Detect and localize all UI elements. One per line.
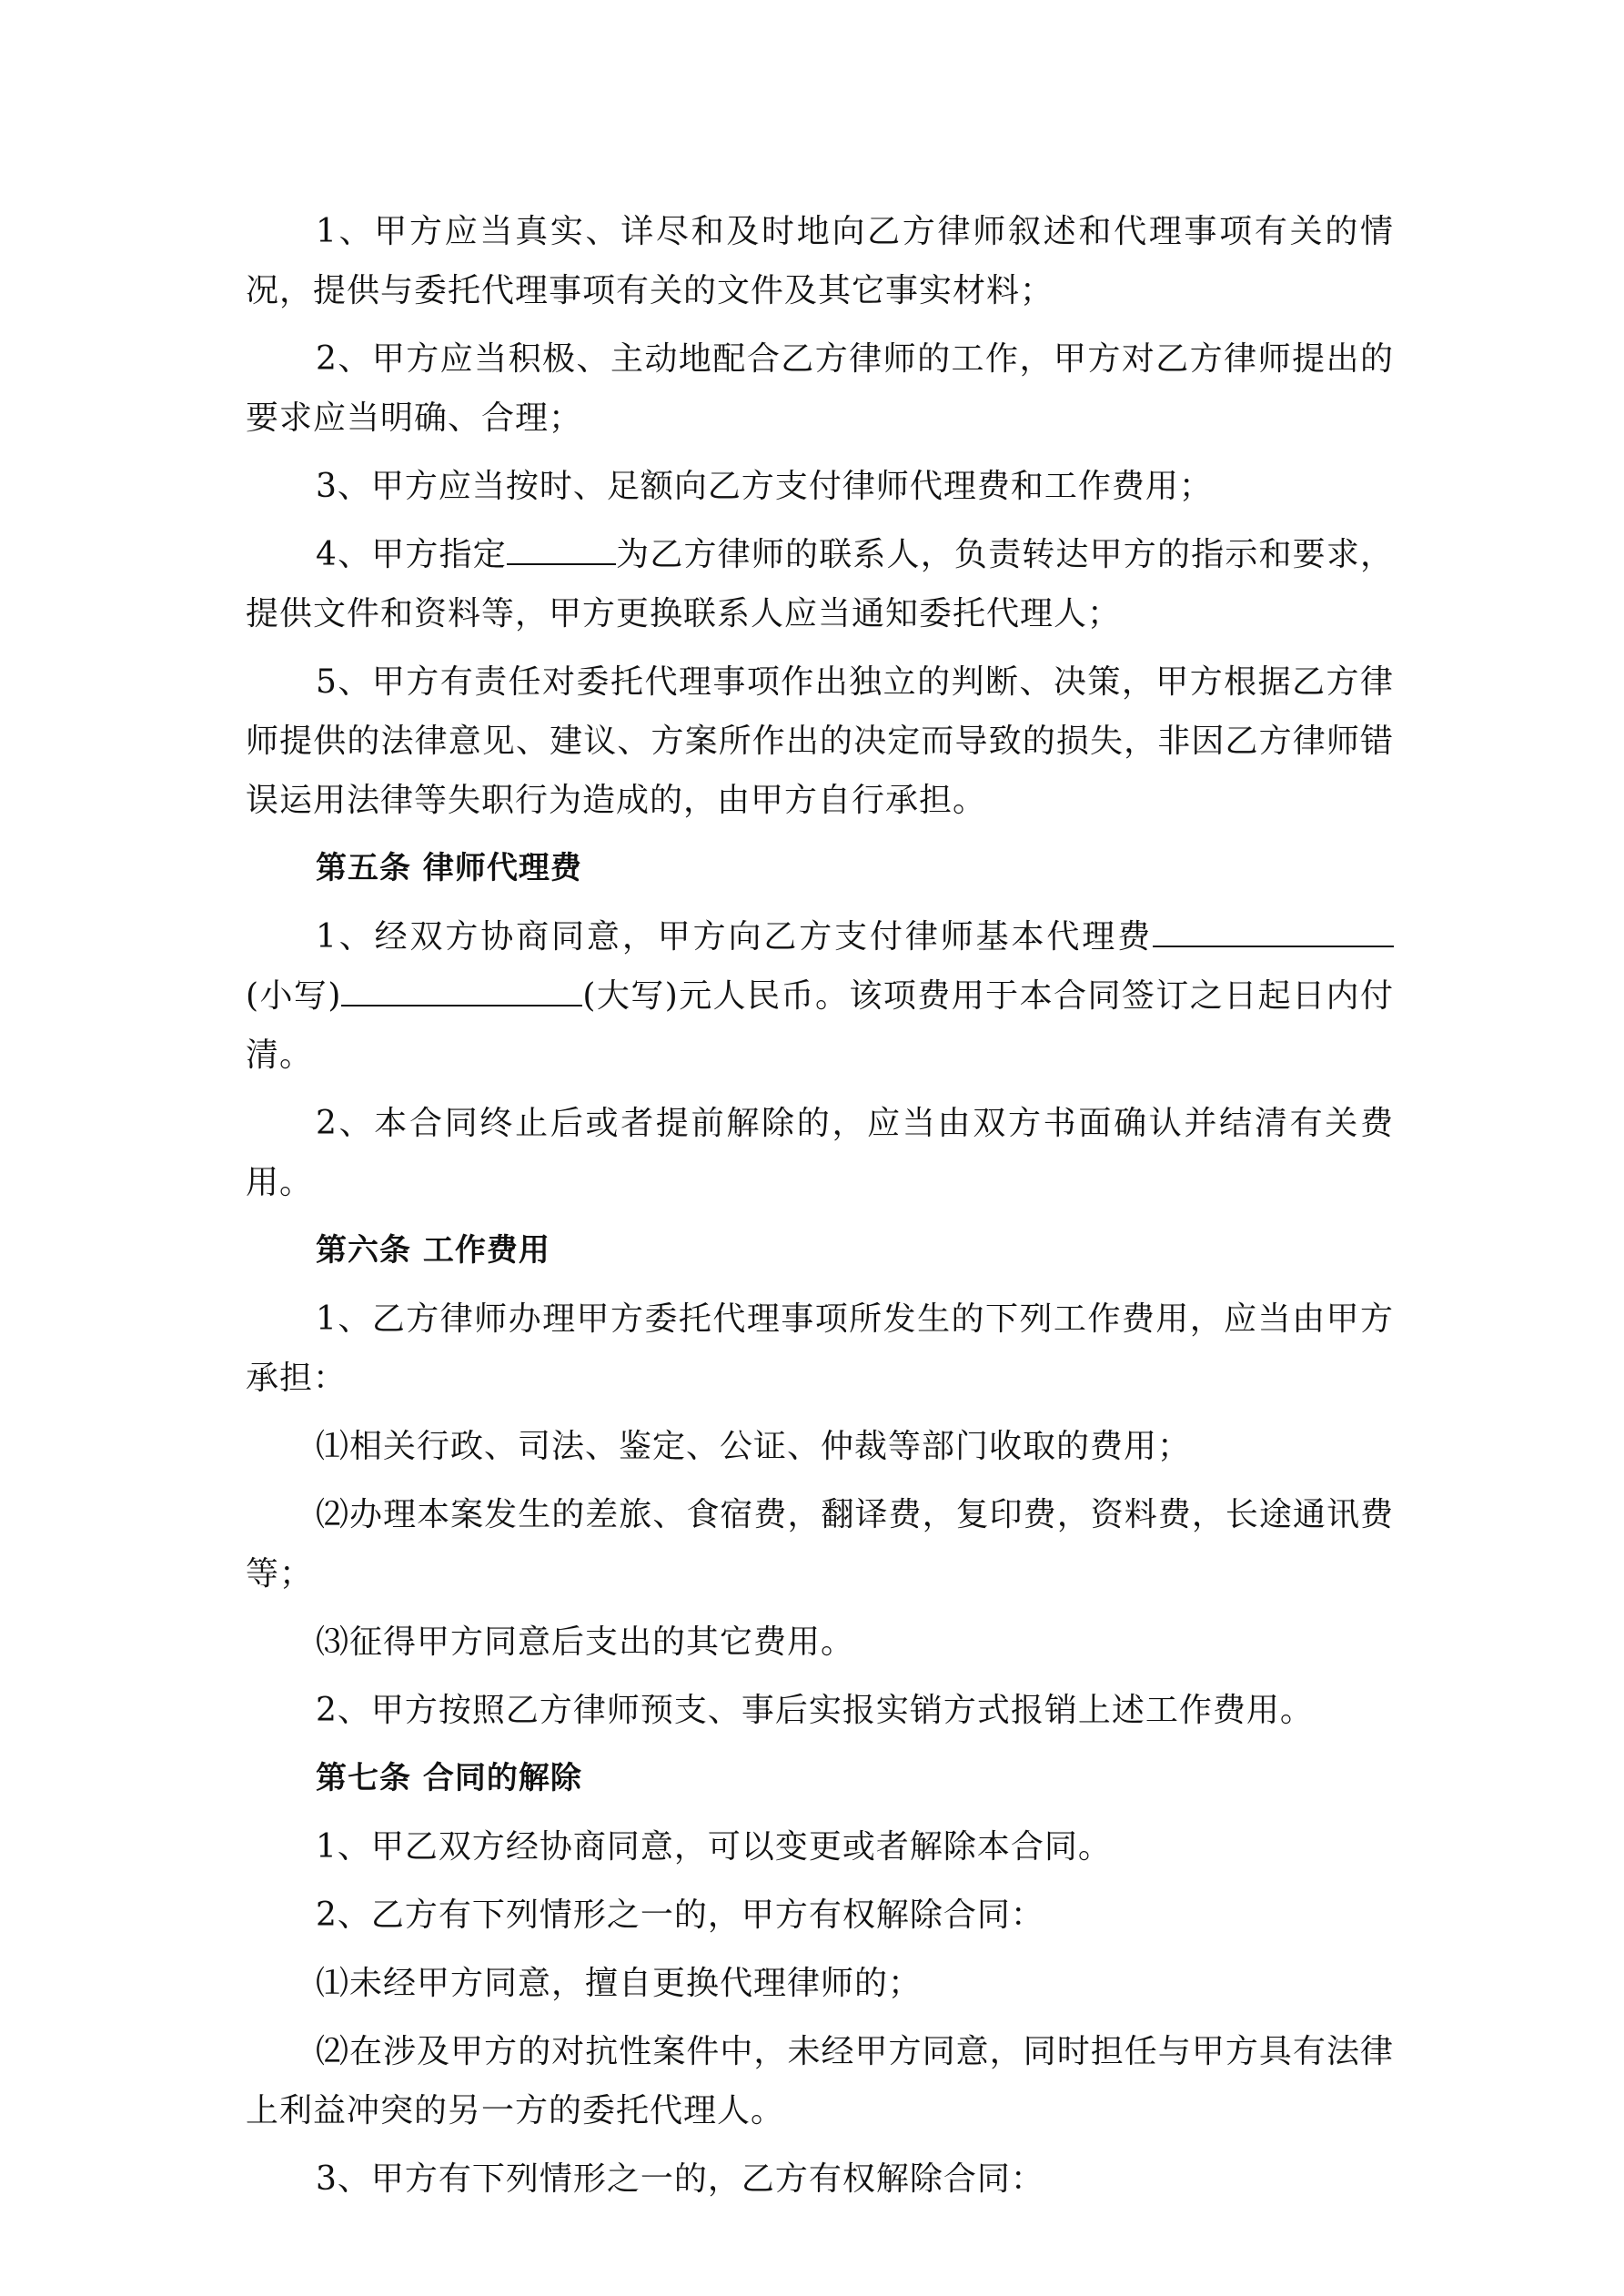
article-6-heading: 第六条 工作费用: [316, 1232, 550, 1269]
clause-4-4-part-b: 为乙方律师的联系人，负责转达甲方的指示和要求，提供文件和资料等，甲方更换联系人应当通知委托代理人；: [246, 536, 1394, 632]
clause-4-3: 3、甲方应当按时、足额向乙方支付律师代理费和工作费用；: [316, 468, 1213, 505]
clause-7-3: 3、甲方有下列情形之一的，乙方有权解除合同：: [316, 2160, 1044, 2198]
clause-4-5: 5、甲方有责任对委托代理事项作出独立的判断、决策，甲方根据乙方律师提供的法律意见、建议、方案所作出的决定而导致的损失，非因乙方律师错误运用法律等失职行为造成的，由甲方自行承担。: [246, 663, 1394, 819]
clause-7-1: 1、甲乙双方经协商同意，可以变更或者解除本合同。: [316, 1828, 1112, 1866]
clause-4-4: [246, 525, 1394, 643]
article-7-heading: 第七条 合同的解除: [316, 1760, 582, 1796]
fee-amount-words-blank: [341, 977, 582, 1006]
clause-6-1-item-3: ⑶征得甲方同意后支出的其它费用。: [316, 1623, 855, 1661]
clause-7-2-item-1: ⑴未经甲方同意，擅自更换代理律师的；: [316, 1965, 923, 2002]
clause-6-2: 2、甲方按照乙方律师预支、事后实报实销方式报销上述工作费用。: [316, 1692, 1314, 1729]
contact-person-blank: [507, 536, 616, 565]
clause-4-1: 1、甲方应当真实、详尽和及时地向乙方律师叙述和代理事项有关的情况，提供与委托代理事项有关的文件及其它事实材料；: [246, 213, 1394, 309]
clause-5-1-part-b: (小写): [246, 977, 342, 1015]
clause-6-1-item-2: ⑵办理本案发生的差旅、食宿费，翻译费，复印费，资料费，长途通讯费等；: [246, 1496, 1394, 1593]
clause-5-2: 2、本合同终止后或者提前解除的，应当由双方书面确认并结清有关费用。: [246, 1105, 1394, 1201]
contract-page: [246, 202, 1394, 2218]
clause-5-1-part-a: 1、经双方协商同意，甲方向乙方支付律师基本代理费: [316, 918, 1153, 956]
clause-6-1: 1、乙方律师办理甲方委托代理事项所发生的下列工作费用，应当由甲方承担：: [246, 1300, 1394, 1397]
clause-7-2-item-2: ⑵在涉及甲方的对抗性案件中，未经甲方同意，同时担任与甲方具有法律上利益冲突的另一方的委托代理人。: [246, 2033, 1394, 2129]
clause-4-2: 2、甲方应当积极、主动地配合乙方律师的工作，甲方对乙方律师提出的要求应当明确、合理；: [246, 340, 1394, 437]
clause-5-1-part-c: (大写)元人民币。该项费用于本合同签订之日起日内付清。: [246, 977, 1394, 1074]
clause-4-4-part-a: 4、甲方指定: [316, 536, 507, 573]
clause-6-1-item-1: ⑴相关行政、司法、鉴定、公证、仲裁等部门收取的费用；: [316, 1428, 1192, 1465]
clause-5-1: [246, 907, 1394, 1085]
fee-amount-figures-blank: [1153, 918, 1394, 947]
clause-7-2: 2、乙方有下列情形之一的，甲方有权解除合同：: [316, 1896, 1044, 1934]
article-5-heading: 第五条 律师代理费: [316, 850, 582, 886]
